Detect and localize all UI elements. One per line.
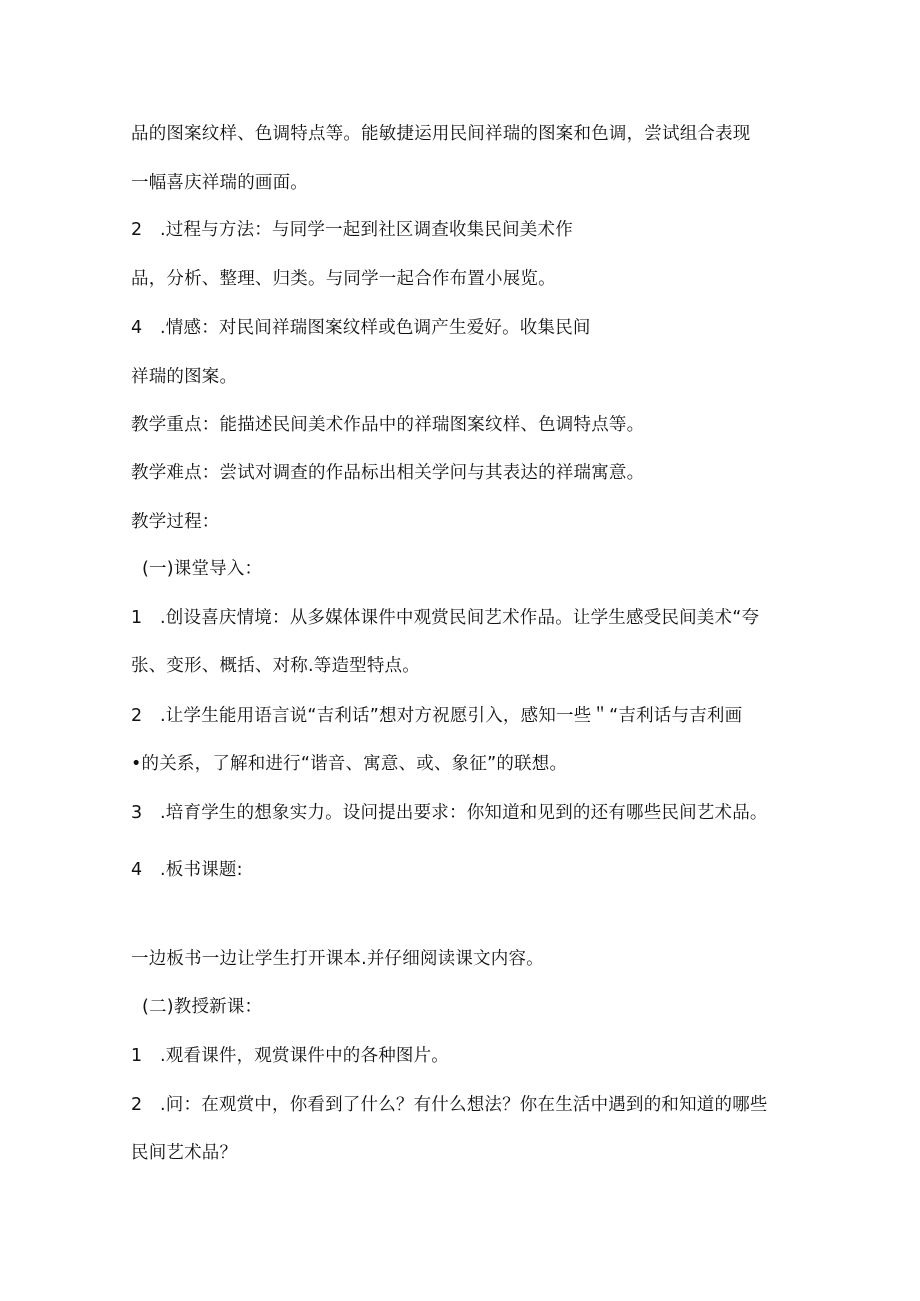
paragraph-line: 一边板书一边让学生打开课本.并仔细阅读课文内容。 xyxy=(131,949,544,969)
paragraph-line: 民间艺术品？ xyxy=(131,1143,238,1163)
teaching-difficulty: 教学难点：尝试对调查的作品标出相关学问与其表达的祥瑞寓意。 xyxy=(131,463,645,483)
numbered-item: 2 .过程与方法：与同学一起到社区调查收集民间美术作 xyxy=(131,220,573,240)
section-heading: 教学过程： xyxy=(131,512,220,532)
paragraph-line: 张、变形、概括、对称.等造型特点。 xyxy=(131,656,420,676)
subsection-heading: (二)教授新课： xyxy=(142,997,263,1017)
numbered-item: 3 .培育学生的想象实力。设问提出要求：你知道和见到的还有哪些民间艺术品。 xyxy=(131,803,768,823)
numbered-item: 4 .情感：对民间祥瑞图案纹样或色调产生爱好。收集民间 xyxy=(131,318,591,338)
numbered-item: 2 .让学生能用语言说“吉利话”想对方祝愿引入，感知一些＂“吉利话与吉利画 xyxy=(131,706,743,726)
paragraph-line: 品的图案纹样、色调特点等。能敏捷运用民间祥瑞的图案和色调，尝试组合表现 xyxy=(131,124,751,144)
subsection-heading: (一)课堂导入： xyxy=(142,559,263,579)
numbered-item: 2 .问：在观赏中，你看到了什么？有什么想法？你在生活中遇到的和知道的哪些 xyxy=(131,1095,768,1115)
paragraph-line: 品，分析、整理、归类。与同学一起合作布置小展览。 xyxy=(131,269,556,289)
numbered-item: 1 .观看课件，观赏课件中的各种图片。 xyxy=(131,1046,449,1066)
paragraph-line: 一幅喜庆祥瑞的画面。 xyxy=(131,173,308,193)
paragraph-line: •的关系，了解和进行“谐音、寓意、或、象征”的联想。 xyxy=(131,754,568,774)
numbered-item: 4 .板书课题: xyxy=(131,860,243,880)
numbered-item: 1 .创设喜庆情境：从多媒体课件中观赏民间艺术作品。让学生感受民间美术“夸 xyxy=(131,608,760,628)
teaching-key-point: 教学重点：能描述民间美术作品中的祥瑞图案纹样、色调特点等。 xyxy=(131,415,645,435)
paragraph-line: 祥瑞的图案。 xyxy=(131,367,238,387)
